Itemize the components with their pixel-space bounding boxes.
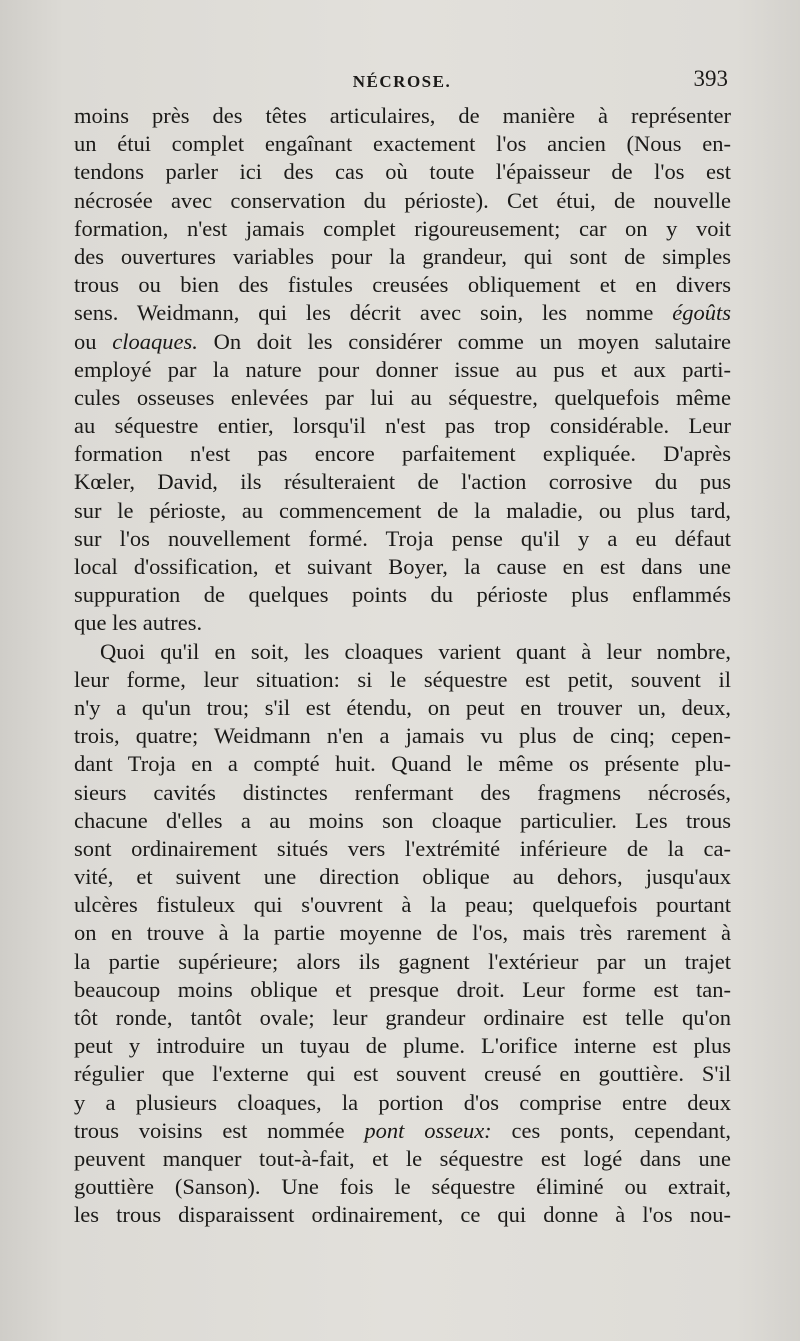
text-line: trous ou bien des fistules creusées obliquement et en divers [74,272,731,298]
text-line: Quoi qu'il en soit, les cloaques varient quant à leur nombre, [100,638,731,664]
text-line: y a plusieurs cloaques, la portion d'os comprise entre deux [74,1089,731,1115]
text-line: beaucoup moins oblique et presque droit. Leur forme est tan- [74,976,731,1002]
text-line: tendons parler ici des cas où toute l'épaisseur de l'os est [74,159,731,185]
text-line: nécrosée avec conservation du périoste). Cet étui, de nouvelle [74,187,731,213]
text-line: chacune d'elles a au moins son cloaque particulier. Les trous [74,807,731,833]
text-line: formation n'est pas encore parfaitement expliquée. D'après [74,441,731,467]
text-line: suppuration de quelques points du périoste plus enflammés [74,582,731,608]
page-number: 393 [693,66,728,91]
body-text [74,102,731,1230]
text-line: leur forme, leur situation: si le séquestre est petit, souvent il [74,666,731,692]
text-line: sieurs cavités distinctes renfermant des fragmens nécrosés, [74,779,731,805]
text-line: Kœler, David, ils résulteraient de l'action corrosive du pus [74,469,731,495]
text-line: ulcères fistuleux qui s'ouvrent à la peau; quelquefois pourtant [74,892,731,918]
text-line: un étui complet engaînant exactement l'os ancien (Nous en- [74,131,731,157]
text-line: employé par la nature pour donner issue au pus et aux parti- [74,356,731,382]
running-title: NÉCROSE. [352,72,452,91]
text-line: trous voisins est nommée pont osseux: ces ponts, cependant, [74,1117,732,1143]
text-line: des ouvertures variables pour la grandeur, qui sont de simples [74,243,731,269]
text-line: gouttière (Sanson). Une fois le séquestre éliminé ou extrait, [74,1174,731,1200]
text-line: on en trouve à la partie moyenne de l'os, mais très rarement à [74,920,731,946]
text-line: vité, et suivent une direction oblique au dehors, jusqu'aux [74,864,731,890]
text-line: trois, quatre; Weidmann n'en a jamais vu plus de cinq; cepen- [74,723,731,749]
text-line: ou cloaques. On doit les considérer comme un moyen salutaire [74,328,732,354]
text-line: que les autres. [74,610,203,636]
text-line: régulier que l'externe qui est souvent creusé en gouttière. S'il [74,1061,731,1087]
text-line: sens. Weidmann, qui les décrit avec soin, les nomme égoûts [74,300,731,326]
text-line: la partie supérieure; alors ils gagnent l'extérieur par un trajet [74,948,731,974]
text-line: tôt ronde, tantôt ovale; leur grandeur ordinaire est telle qu'on [74,1005,731,1030]
text-line: sont ordinairement situés vers l'extrémité inférieure de la ca- [74,835,731,861]
text-line: moins près des têtes articulaires, de manière à représenter [74,103,731,128]
text-line: sur le périoste, au commencement de la maladie, ou plus tard, [74,497,731,523]
text-line: les trous disparaissent ordinairement, ce qui donne à l'os nou- [74,1202,731,1228]
text-line: au séquestre entier, lorsqu'il n'est pas trop considérable. Leur [74,413,731,439]
text-line: sur l'os nouvellement formé. Troja pense qu'il y a eu défaut [74,525,731,551]
text-line: peut y introduire un tuyau de plume. L'orifice interne est plus [74,1033,731,1059]
text-line: n'y a qu'un trou; s'il est étendu, on peut en trouver un, deux, [74,694,731,720]
text-line: local d'ossification, et suivant Boyer, la cause en est dans une [74,554,731,579]
text-line: peuvent manquer tout-à-fait, et le séquestre est logé dans une [74,1145,731,1171]
page-header [72,66,732,96]
text-line: formation, n'est jamais complet rigoureusement; car on y voit [74,215,731,241]
text-line: cules osseuses enlevées par lui au séquestre, quelquefois même [74,384,731,410]
text-line: dant Troja en a compté huit. Quand le même os présente plu- [74,751,731,777]
